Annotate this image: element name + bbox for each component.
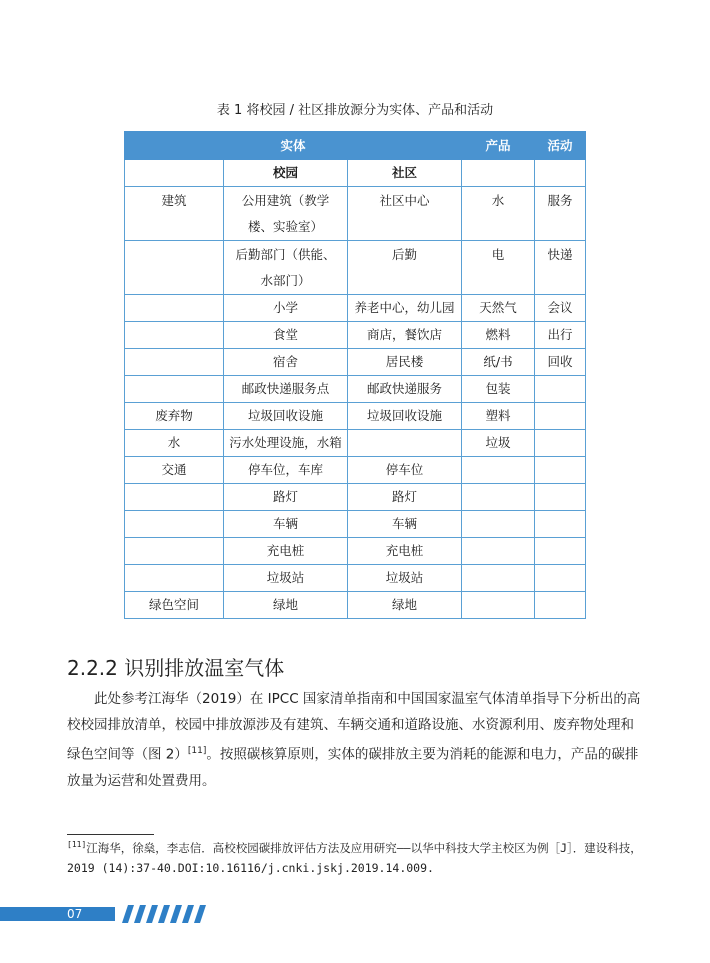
table-header-row	[125, 132, 586, 160]
cell-activity	[535, 538, 586, 565]
cell-campus: 车辆	[224, 511, 348, 538]
cell-community: 路灯	[348, 484, 462, 511]
cell-activity	[535, 457, 586, 484]
cell-product: 电	[462, 241, 535, 295]
cell-community: 社区中心	[348, 187, 462, 241]
cell-community	[348, 430, 462, 457]
cell-campus: 小学	[224, 295, 348, 322]
section-heading: 2.2.2 识别排放温室气体	[67, 656, 285, 680]
table-row	[125, 565, 586, 592]
cell-product: 包装	[462, 376, 535, 403]
cell-community: 车辆	[348, 511, 462, 538]
cell-cat	[125, 538, 224, 565]
cell-campus: 邮政快递服务点	[224, 376, 348, 403]
cell-product	[462, 511, 535, 538]
table-row	[125, 349, 586, 376]
page-number: 07	[67, 907, 83, 921]
subheader-empty	[125, 160, 224, 187]
emission-source-table	[124, 131, 586, 619]
table-row	[125, 430, 586, 457]
cell-product	[462, 565, 535, 592]
footer-bar	[0, 907, 115, 921]
cell-activity	[535, 565, 586, 592]
header-product: 产品	[462, 132, 535, 160]
table-row	[125, 295, 586, 322]
cell-activity	[535, 484, 586, 511]
paragraph-text-2: 。按照碳核算原则，实体的碳排放主要为消耗的能源和电力，产品的碳排放量为运营和处置费用。	[67, 746, 639, 789]
table-row	[125, 241, 586, 295]
cell-cat: 交通	[125, 457, 224, 484]
footnote-number: [11]	[67, 840, 87, 849]
cell-activity: 出行	[535, 322, 586, 349]
cell-campus: 公用建筑（教学楼、实验室）	[224, 187, 348, 241]
cell-cat	[125, 376, 224, 403]
table-row	[125, 592, 586, 619]
cell-activity: 会议	[535, 295, 586, 322]
cell-cat	[125, 349, 224, 376]
body-paragraph	[67, 686, 645, 794]
footer-stripes	[116, 905, 208, 923]
cell-product	[462, 538, 535, 565]
table-row	[125, 484, 586, 511]
cell-campus: 垃圾站	[224, 565, 348, 592]
cell-community: 垃圾站	[348, 565, 462, 592]
footnote	[67, 835, 647, 878]
table-row	[125, 322, 586, 349]
footnote-text: 江海华，徐燊，李志信．高校校园碳排放评估方法及应用研究——以华中科技大学主校区为例［J］．建设科技，2019 (14):37-40.DOI:10.16116/j.cnki.jskj.2019.14.009.	[67, 840, 642, 875]
cell-product: 纸/书	[462, 349, 535, 376]
cell-product: 垃圾	[462, 430, 535, 457]
cell-community: 邮政快递服务	[348, 376, 462, 403]
cell-campus: 食堂	[224, 322, 348, 349]
cell-product: 水	[462, 187, 535, 241]
cell-community: 后勤	[348, 241, 462, 295]
cell-product: 天然气	[462, 295, 535, 322]
cell-cat	[125, 322, 224, 349]
cell-product	[462, 457, 535, 484]
cell-product: 塑料	[462, 403, 535, 430]
cell-campus: 后勤部门（供能、水部门）	[224, 241, 348, 295]
table-row	[125, 511, 586, 538]
cell-campus: 停车位，车库	[224, 457, 348, 484]
table-caption: 表 1 将校园 / 社区排放源分为实体、产品和活动	[216, 103, 494, 118]
cell-campus: 路灯	[224, 484, 348, 511]
cell-community: 商店，餐饮店	[348, 322, 462, 349]
subheader-campus: 校园	[224, 160, 348, 187]
cell-product	[462, 592, 535, 619]
table-row	[125, 538, 586, 565]
table-subheader-row	[125, 160, 586, 187]
cell-cat: 绿色空间	[125, 592, 224, 619]
cell-campus: 垃圾回收设施	[224, 403, 348, 430]
cell-cat	[125, 484, 224, 511]
cell-cat: 建筑	[125, 187, 224, 241]
cell-activity: 服务	[535, 187, 586, 241]
cell-activity	[535, 592, 586, 619]
cell-community: 充电桩	[348, 538, 462, 565]
cell-cat	[125, 295, 224, 322]
cell-campus: 宿舍	[224, 349, 348, 376]
subheader-empty	[462, 160, 535, 187]
cell-cat: 水	[125, 430, 224, 457]
cell-community: 居民楼	[348, 349, 462, 376]
cell-activity	[535, 511, 586, 538]
cell-community: 垃圾回收设施	[348, 403, 462, 430]
paragraph-text-1: 此处参考江海华（2019）在 IPCC 国家清单指南和中国国家温室气体清单指导下分析出的高校校园排放清单，校园中排放源涉及有建筑、车辆交通和道路设施、水资源利用、废弃物处理和绿色空间等（图 2）	[67, 691, 641, 763]
subheader-empty	[535, 160, 586, 187]
subheader-community: 社区	[348, 160, 462, 187]
table-row	[125, 457, 586, 484]
cell-community: 养老中心，幼儿园	[348, 295, 462, 322]
table-row	[125, 403, 586, 430]
table-row	[125, 376, 586, 403]
header-entity: 实体	[125, 132, 462, 160]
cell-activity: 回收	[535, 349, 586, 376]
cell-cat: 废弃物	[125, 403, 224, 430]
cell-community: 停车位	[348, 457, 462, 484]
cell-cat	[125, 511, 224, 538]
cell-activity	[535, 376, 586, 403]
cell-cat	[125, 565, 224, 592]
cell-cat	[125, 241, 224, 295]
cell-product	[462, 484, 535, 511]
citation-ref: [11]	[187, 746, 207, 756]
cell-campus: 充电桩	[224, 538, 348, 565]
table-row	[125, 187, 586, 241]
cell-activity: 快递	[535, 241, 586, 295]
cell-product: 燃料	[462, 322, 535, 349]
cell-campus: 绿地	[224, 592, 348, 619]
cell-activity	[535, 430, 586, 457]
cell-activity	[535, 403, 586, 430]
header-activity: 活动	[535, 132, 586, 160]
cell-community: 绿地	[348, 592, 462, 619]
cell-campus: 污水处理设施，水箱	[224, 430, 348, 457]
